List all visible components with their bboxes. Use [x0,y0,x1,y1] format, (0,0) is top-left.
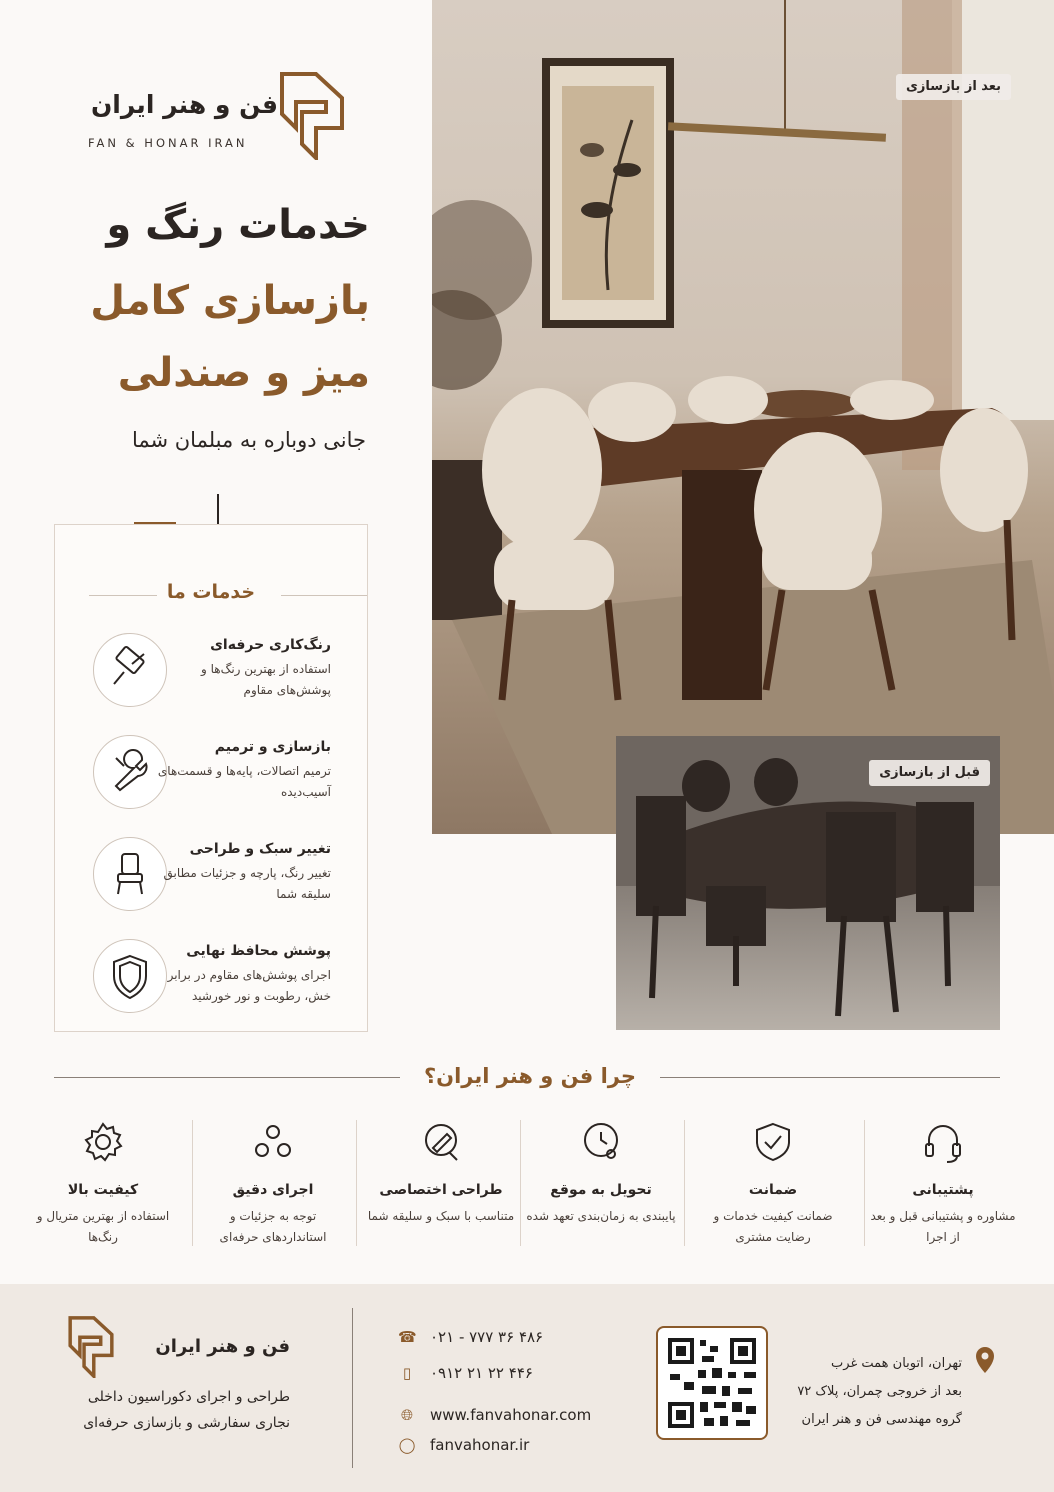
service-name: تغییر سبک و طراحی [189,841,331,857]
after-badge: بعد از بازسازی [896,74,1011,100]
feature-desc: متناسب با سبک و سلیقه شما [367,1209,515,1223]
headline-line2: بازسازی کامل [90,278,370,324]
dining-room-illustration [432,0,1054,834]
gear-icon [81,1120,125,1164]
footer [0,1284,1054,1492]
feature-item [698,1120,848,1248]
design-tool-icon [419,1120,463,1164]
feature-item [28,1120,178,1248]
service-name: بازسازی و ترمیم [214,739,331,755]
service-desc: ترمیم اتصالات، پایه‌ها و قسمت‌های آسیب‌دیده [157,764,331,799]
service-item [93,731,365,813]
before-restoration-photo [616,736,1000,1030]
feature-separator [684,1120,685,1246]
brand-name: فن و هنر ایران [90,90,278,119]
feature-desc: ضمانت کیفیت خدمات و رضایت مشتری [713,1209,833,1244]
feature-separator [192,1120,193,1246]
service-item [93,935,365,1017]
footer-brand: فن و هنر ایران [155,1336,290,1357]
why-rule-right [660,1077,1000,1078]
feature-desc: پایبندی به زمان‌بندی تعهد شده [526,1209,676,1223]
website-url: www.fanvahonar.com [430,1406,592,1424]
location-pin-icon [974,1346,996,1374]
feature-item [526,1120,676,1227]
footer-description: طراحی و اجرای دکوراسیون داخلی نجاری سفارشی و بازسازی حرفه‌ای [83,1389,290,1431]
feature-name: اجرای دقیق [232,1182,314,1198]
service-item [93,833,365,915]
headline-line1: خدمات رنگ و [106,202,370,248]
globe-icon: 🌐︎ [400,1406,413,1424]
qr-code[interactable] [656,1326,768,1440]
footer-divider [352,1308,353,1468]
brand-name-english: FAN & HONAR IRAN [88,136,248,150]
phone-icon: ☎ [398,1328,417,1346]
services-panel [54,524,368,1032]
headset-icon [921,1120,965,1164]
service-desc: اجرای پوشش‌های مقاوم در برابر خش، رطوبت و نور خورشید [167,968,331,1003]
feature-name: ضمانت [748,1182,798,1198]
service-desc: تغییر رنگ، پارچه و جزئیات مطابق سلیقه شما [163,866,331,901]
feature-name: پشتیبانی [912,1182,974,1198]
feature-separator [864,1120,865,1246]
instagram-link[interactable] [398,1436,529,1454]
address [776,1350,962,1434]
tagline: جانی دوباره به مبلمان شما [131,428,366,452]
address-line2: بعد از خروجی چمران، پلاک ۷۲ [797,1384,962,1399]
service-desc: استفاده از بهترین رنگ‌ها و پوشش‌های مقاوم [201,662,331,697]
feature-item [868,1120,1018,1248]
phone-number: ۰۲۱ - ۷۷۷ ۳۶ ۴۸۶ [430,1328,544,1346]
feature-separator [356,1120,357,1246]
address-line1: تهران، اتوبان همت غرب [831,1356,962,1371]
service-name: رنگ‌کاری حرفه‌ای [210,637,331,653]
address-line3: گروه مهندسی فن و هنر ایران [801,1412,962,1427]
service-name: پوشش محافظ نهایی [186,943,331,959]
instagram-icon: ◯ [398,1436,416,1454]
before-badge: قبل از بازسازی [869,760,990,786]
instagram-handle: fanvahonar.ir [430,1436,530,1454]
service-item [93,629,365,711]
website-link[interactable] [398,1406,591,1424]
services-title: خدمات ما [166,581,256,603]
headline-line3: میز و صندلی [117,350,370,396]
feature-separator [520,1120,521,1246]
phone-contact[interactable] [398,1328,543,1346]
mobile-number: ۰۹۱۲ ۲۱ ۲۲ ۴۴۶ [430,1364,533,1382]
feature-item [198,1120,348,1248]
feature-name: کیفیت بالا [67,1182,139,1198]
circles-icon [251,1120,295,1164]
qr-pattern [658,1328,766,1438]
why-title: چرا فن و هنر ایران؟ [424,1064,636,1088]
shield-check-icon [751,1120,795,1164]
why-rule-left [54,1077,400,1078]
mobile-icon: ▯ [402,1364,412,1382]
feature-name: طراحی اختصاصی [379,1182,503,1198]
feature-name: تحویل به موقع [550,1182,652,1198]
mobile-contact[interactable] [398,1364,533,1382]
feature-desc: مشاوره و پشتیبانی قبل و بعد از اجرا [870,1209,1016,1244]
after-restoration-photo [432,0,1054,834]
feature-item [366,1120,516,1227]
feature-desc: توجه به جزئیات و استانداردهای حرفه‌ای [219,1209,327,1244]
footer-logo [66,1316,116,1378]
delivery-clock-icon [579,1120,623,1164]
feature-desc: استفاده از بهترین متریال و رنگ‌ها [36,1209,170,1244]
